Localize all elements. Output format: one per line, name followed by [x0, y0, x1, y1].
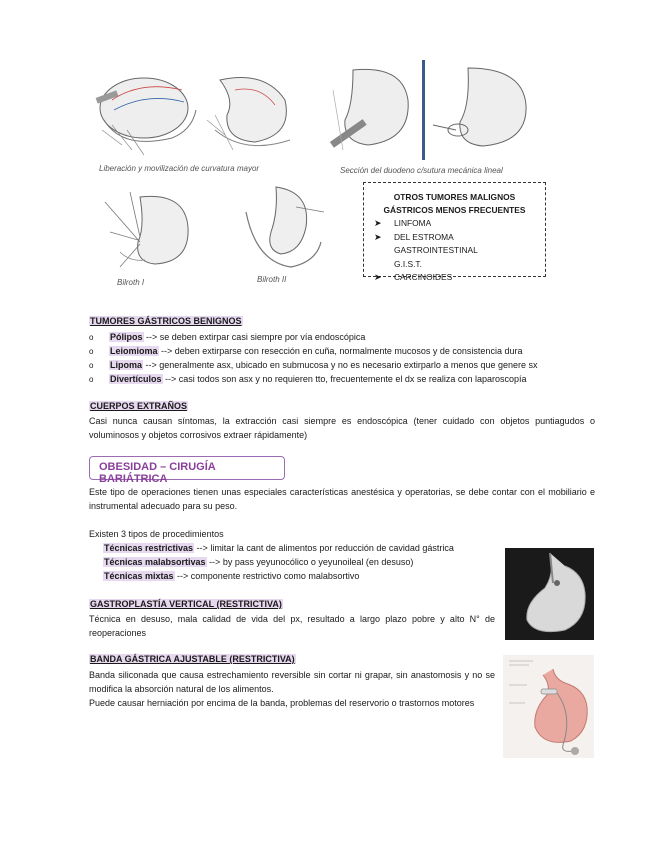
gastric-band-text-2: Puede causar herniación por encima de la banda, problemas del reservorio o trastornos motores: [89, 698, 475, 708]
figure-caption-mobilization: Liberación y movilización de curvatura mayor: [99, 164, 260, 173]
arrow-bullet-icon: ➤: [374, 272, 382, 282]
procedure-type-restrictive: Técnicas restrictivas --> limitar la cant de alimentos por reducción de cavidad gástrica: [104, 543, 454, 553]
box-item-gist-abbr: G.I.S.T.: [394, 258, 422, 269]
box-title-line2: GÁSTRICOS MENOS FRECUENTES: [383, 205, 526, 215]
gastric-band-title: BANDA GÁSTRICA AJUSTABLE (RESTRICTIVA): [90, 654, 295, 664]
figure-caption-billroth-2: Bilroth II: [257, 275, 287, 284]
procedure-type-malabsorptive: Técnicas malabsortivas --> by pass yeyunocólico o yeyunoileal (en desuso): [104, 557, 414, 567]
figure-caption-duodenum: Sección del duodeno c/sutura mecánica lineal: [340, 166, 503, 175]
foreign-bodies-text: Casi nunca causan síntomas, la extracción casi siempre es endoscópica (tener cuidado con objetos puntiagudos o voluminosos y objetos corrosivos extraer rápidamente): [89, 416, 595, 440]
gastric-band-illustration: [503, 655, 594, 758]
duodenum-section-illustration-1: [323, 60, 420, 160]
stomach-mobilization-illustration-1: [92, 60, 202, 160]
obesity-intro-text: Este tipo de operaciones tienen unas especiales características anestésica y operatorias, se debe contar con el mobiliario e instrumental adecuado para su peso.: [89, 487, 595, 511]
billroth-1-illustration: [100, 182, 208, 282]
arrow-bullet-icon: ➤: [374, 218, 382, 228]
procedure-types-intro: Existen 3 tipos de procedimientos: [89, 529, 224, 539]
vertical-gastroplasty-text: Técnica en desuso, mala calidad de vida del px, resultado a largo plazo pobre y alto N° de reoperaciones: [89, 614, 495, 638]
vertical-gastroplasty-photo: [505, 548, 594, 640]
procedure-type-mixed: Técnicas mixtas --> componente restrictivo como malabsortivo: [104, 571, 360, 581]
benign-item-leiomioma: o Leiomioma --> deben extirparse con resección en cuña, normalmente mucosos y de consistencia dura: [89, 346, 523, 356]
box-item-carcinoides: ➤ CARCINOIDES: [370, 271, 539, 285]
benign-item-polipos: o Pólipos --> se deben extirpar casi siempre por vía endoscópica: [89, 332, 366, 342]
box-item-linfoma: ➤ LINFOMA: [370, 217, 539, 231]
vertical-gastroplasty-title: GASTROPLASTÍA VERTICAL (RESTRICTIVA): [90, 599, 282, 609]
stomach-mobilization-illustration-2: [205, 60, 300, 160]
billroth-2-illustration: [236, 182, 328, 274]
benign-item-diverticulos: o Divertículos --> casi todos son asx y no requieren tto, frecuentemente el dx se realiza con laparoscopía: [89, 374, 527, 384]
foreign-bodies-title: CUERPOS EXTRAÑOS: [90, 401, 188, 411]
arrow-bullet-icon: ➤: [374, 231, 382, 242]
box-title-line1: OTROS TUMORES MALIGNOS: [393, 192, 516, 202]
benign-tumors-title: TUMORES GÁSTRICOS BENIGNOS: [90, 316, 242, 326]
gastric-band-text-1: Banda siliconada que causa estrechamiento reversible sin cortar ni grapar, sin anastomosis y no se modifica la absorción natural de los alimentos.: [89, 670, 495, 694]
other-malignant-tumors-box: [363, 182, 546, 282]
obesity-surgery-banner: OBESIDAD – CIRUGÍA BARIÁTRICA: [89, 456, 285, 480]
benign-item-lipoma: o Lipoma --> generalmente asx, ubicado en submucosa y no es necesario extirparlo a menos que genere sx: [89, 360, 538, 370]
box-item-gist: ➤ DEL ESTROMA GASTROINTESTINAL: [374, 231, 478, 255]
figure-divider: [422, 60, 425, 160]
figure-caption-billroth-1: Bilroth I: [117, 278, 145, 287]
duodenum-section-illustration-2: [428, 60, 538, 160]
